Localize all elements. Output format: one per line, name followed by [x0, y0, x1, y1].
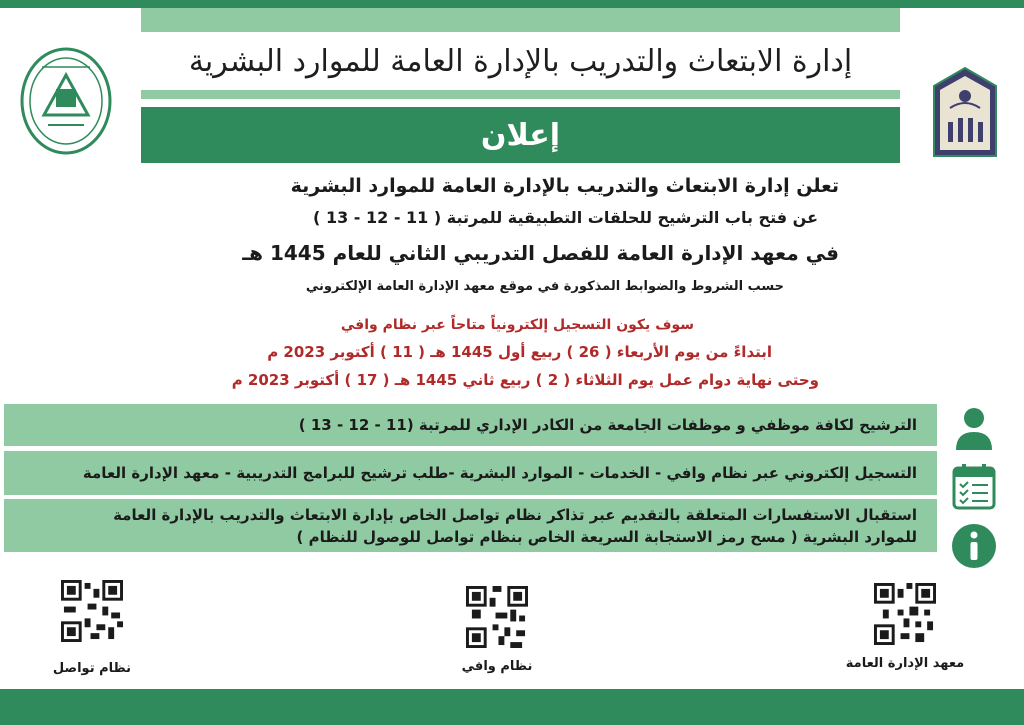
- announcement-banner: إعلان: [141, 107, 900, 163]
- info-row-text: الترشيح لكافة موظفي و موظفات الجامعة من الكادر الإداري للمرتبة (11 - 12 - 13 ): [298, 416, 917, 434]
- qr-code-tawasul[interactable]: [61, 580, 123, 642]
- qr-label-institute: معهد الإدارة العامة: [845, 656, 965, 671]
- announcement-line-1: تعلن إدارة الابتعاث والتدريب بالإدارة العامة للموارد البشرية: [290, 175, 839, 197]
- announcement-line-3: في معهد الإدارة العامة للفصل التدريبي الثاني للعام 1445 هـ: [242, 241, 839, 265]
- person-icon: [950, 404, 998, 452]
- header-divider-band: [141, 90, 900, 99]
- qr-code-institute[interactable]: [874, 583, 936, 645]
- qr-code-wafi[interactable]: [466, 586, 528, 648]
- info-row-text: استقبال الاستفسارات المتعلقة بالتقديم عبر تذاكر نظام تواصل الخاص بإدارة الابتعاث والتدريب بالإدارة العامة: [113, 505, 917, 524]
- qr-label-tawasul: نظام تواصل: [52, 661, 132, 676]
- top-border: [0, 0, 1024, 8]
- announcement-line-4: حسب الشروط والضوابط المذكورة في موقع معهد الإدارة العامة الإلكتروني: [305, 279, 784, 294]
- info-row-text-continued: للموارد البشرية ( مسح رمز الاستجابة السريعة الخاص بنظام تواصل للوصول للنظام ): [296, 527, 917, 546]
- registration-end-date: وحتى نهاية دوام عمل يوم الثلاثاء ( 2 ) ربيع ثاني 1445 هـ ( 17 ) أكتوبر 2023 م: [231, 371, 819, 389]
- bottom-border: [0, 689, 1024, 725]
- info-row-registration-path: [4, 451, 937, 495]
- announcement-line-2: عن فتح باب الترشيح للحلقات التطبيقية للمرتبة ( 11 - 12 - 13 ): [313, 208, 818, 227]
- registration-note: سوف يكون التسجيل إلكترونياً متاحاً عبر نظام وافي: [340, 317, 694, 333]
- info-icon: [950, 522, 998, 570]
- university-logo: [930, 66, 1000, 164]
- header-top-band: [141, 8, 900, 32]
- info-row-eligibility: [4, 404, 937, 446]
- department-title: إدارة الابتعاث والتدريب بالإدارة العامة للموارد البشرية: [188, 43, 853, 79]
- registration-start-date: ابتداءً من يوم الأربعاء ( 26 ) ربيع أول 1445 هـ ( 11 ) أكتوبر 2023 م: [267, 343, 772, 361]
- calendar-checklist-icon: [950, 462, 998, 510]
- qr-label-wafi: نظام وافي: [461, 659, 533, 674]
- info-row-text: التسجيل إلكتروني عبر نظام وافي - الخدمات - الموارد البشرية -طلب ترشيح للبرامج التدريبية - معهد الإدارة العامة: [82, 464, 917, 482]
- info-row-inquiries: [4, 499, 937, 552]
- institute-seal-logo: [18, 45, 114, 157]
